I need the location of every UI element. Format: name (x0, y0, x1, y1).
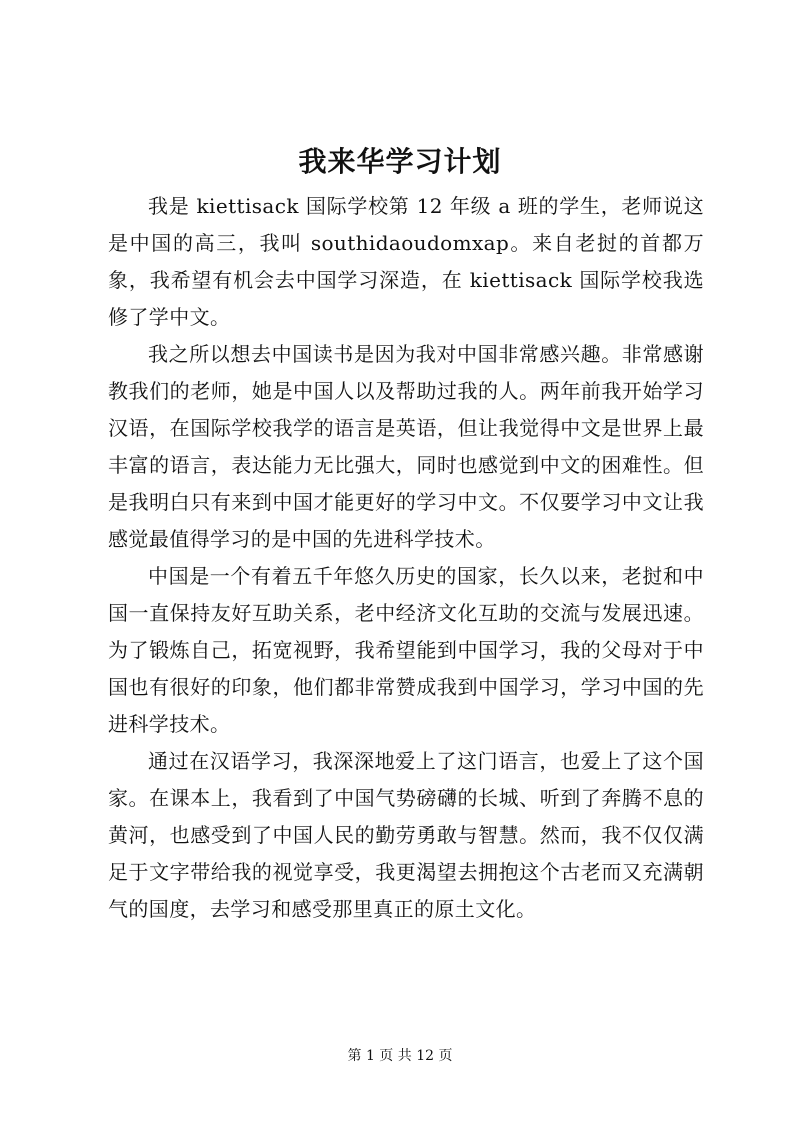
document-title: 我来华学习计划 (298, 145, 502, 178)
paragraph-2: 我之所以想去中国读书是因为我对中国非常感兴趣。非常感谢教我们的老师，她是中国人以及帮助过我的人。两年前我开始学习汉语，在国际学校我学的语言是英语，但让我觉得中文是世界上最丰富的语言，表达能力无比强大，同时也感觉到中文的困难性。但是我明白只有来到中国才能更好的学习中文。不仅要学习中文让我感觉最值得学习的是中国的先进科学技术。 (108, 342, 704, 551)
paragraph-4: 通过在汉语学习，我深深地爱上了这门语言，也爱上了这个国家。在课本上，我看到了中国气势磅礴的长城、听到了奔腾不息的黄河，也感受到了中国人民的勤劳勇敢与智慧。然而，我不仅仅满足于文字带给我的视觉享受，我更渴望去拥抱这个古老而又充满朝气的国度，去学习和感受那里真正的原土文化。 (108, 749, 704, 921)
paragraph-1: 我是 kiettisack 国际学校第 12 年级 a 班的学生，老师说这是中国的高三，我叫 southidaoudomxap。来自老挝的首都万象，我希望有机会去中国学习深造，在 kiettisack 国际学校我选修了学中文。 (108, 194, 704, 329)
document-body (108, 188, 704, 928)
paragraph-3: 中国是一个有着五千年悠久历史的国家，长久以来，老挝和中国一直保持友好互助关系，老中经济文化互助的交流与发展迅速。为了锻炼自己，拓宽视野，我希望能到中国学习，我的父母对于中国也有很好的印象，他们都非常赞成我到中国学习，学习中国的先进科学技术。 (108, 564, 704, 736)
page-number-footer: 第 1 页 共 12 页 (347, 1048, 453, 1064)
